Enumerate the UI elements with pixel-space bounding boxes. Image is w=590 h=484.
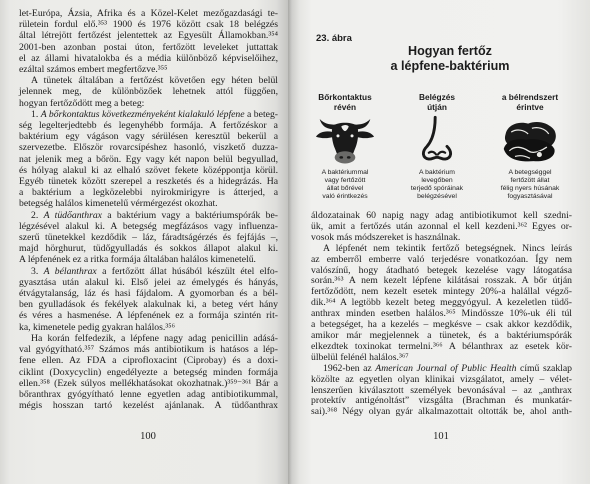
text-line: val gyógyítható.³⁵⁷ Számos más antibiotikum is hatásos a lép- <box>19 344 278 356</box>
text-line: valószínű, hogy átadható betegek kezelése vagy látogatása <box>311 264 572 276</box>
italic-text: A bélanthrax <box>43 265 97 277</box>
panel-heading <box>299 93 391 113</box>
panel-heading <box>391 93 483 113</box>
text-line: a baktérium a legközelebbi nyirokmirigyre is átterjed, a <box>19 187 278 199</box>
text-line: lenszerűen kiválasztott személyek bevonásával – az „anthrax <box>311 384 572 396</box>
panel-caption-line: A baktérium <box>419 169 455 176</box>
text-line: az emberről emberre való terjedésre vonatkozóan. Így nem <box>311 253 572 265</box>
text-line: sai).³⁶⁸ Négy olyan gyár alkalmazottait oltották be, ahol anth- <box>311 406 572 418</box>
paragraph <box>19 75 278 109</box>
figure-title-line: Hogyan fertőz <box>408 44 492 58</box>
paragraph <box>311 364 572 419</box>
text-line: légzésével alakul ki. A betegség megfázásos vagy influenza- <box>19 220 278 232</box>
text-line: amikor már megjelennek a tünetek, és a baktériumspórák <box>311 329 572 341</box>
italic-text: A tüdőanthrax <box>43 209 102 221</box>
panel-caption-line: A baktériummal <box>321 169 369 176</box>
text-line: el az állami hivatalokba és a média különböző képviselőihez, <box>19 52 278 64</box>
panel-caption <box>391 169 483 201</box>
text-run: című szaklap <box>516 362 572 374</box>
panel-caption-line: terjedő spóráinak <box>410 185 464 192</box>
text-line: közölte az egyetlen olyan klinikai vizsgálatot, amely – vélet- <box>311 373 572 385</box>
panel-caption-line: félig nyers húsának <box>500 185 560 192</box>
text-line: Ha korán felfedezik, a lépfene nagy adag penicillin adásá- <box>31 332 278 344</box>
text-run: 3. <box>31 265 44 277</box>
figure-label: 23. ábra <box>316 33 352 44</box>
text-line: ciklint (Doxycyclin) engedélyezte a betegség minden formája <box>19 366 278 378</box>
left-page-text <box>19 8 278 411</box>
text-line: elkezdtek toxinokat termelni.³⁶⁶ A bélanthrax az esetek kör- <box>311 340 572 352</box>
paragraph <box>19 210 278 266</box>
paragraph <box>19 109 278 210</box>
raw-meat-icon <box>484 113 576 167</box>
panel-heading-line: Belégzés <box>419 92 455 102</box>
text-line: ben gyulladások és fekélyek alakulnak ki, a beteg vért hány <box>19 299 278 311</box>
text-run: a fertőzött állat húsából készült étel elfo- <box>96 265 278 277</box>
text-line: anthrax minden esetben halálos.³⁶⁵ Mindössze 10%-uk éli túl <box>311 308 572 320</box>
text-run: 1. <box>31 108 41 120</box>
text-line: nat jelenik meg a bőrön. Egy vagy két napon belül begyullad, <box>19 153 278 165</box>
panel-caption <box>484 169 576 201</box>
text-line: hogyan fertőződött meg a beteg: <box>19 97 145 109</box>
figure-panel-ingestion <box>484 93 576 201</box>
text-run: a beteg- <box>244 108 279 120</box>
figure-panel-skin-contact <box>299 93 391 201</box>
text-line: ülbelül felénél halálos.³⁶⁷ <box>311 351 409 363</box>
panel-caption-line: vagy fertőzött <box>324 177 366 184</box>
text-line: dik.³⁶⁴ A legtöbb kezelt beteg meggyógyul. A kezeletlen tüdő- <box>311 297 572 309</box>
text-line: vosok más módszereket is használnak. <box>311 231 461 243</box>
text-line: a betegséget, ha a kezelés – megkésve – csak akkor kezdődik, <box>311 319 572 331</box>
panel-heading <box>484 93 576 113</box>
text-line <box>311 364 572 375</box>
text-line: Egyéb tünetek között szerepel a reszketés és a hidegrázás. Ha <box>19 176 278 188</box>
text-line: ség legelterjedtebb és legenyhébb formája. A fertőzéskor a <box>19 120 278 132</box>
panel-heading-line: érintve <box>516 101 544 112</box>
text-line: gyasztása után alakul ki. Első jelei az émelygés és hányás, <box>19 276 278 288</box>
italic-text: American Journal of Public Health <box>375 362 517 374</box>
text-line: és hólyag alakul ki az elhaló szövet fekete középpontja körül. <box>19 164 278 176</box>
cow-head-icon <box>299 113 391 167</box>
panel-heading-line: útján <box>427 101 447 112</box>
panel-caption-line: fogyasztásával <box>507 193 553 200</box>
figure-title <box>370 44 530 74</box>
italic-text: A bőrkontaktus következményeként kialakuló lépfene <box>40 108 245 120</box>
panel-caption-line: való érintkezés <box>322 193 368 200</box>
panel-heading-line: a bélrendszert <box>501 92 559 102</box>
paragraph <box>19 266 278 333</box>
panel-caption-line: A betegséggel <box>508 169 552 176</box>
panel-caption-line: levegőben <box>421 177 453 184</box>
text-line: let-Európa, Ázsia, Afrika és a Közel-Kelet mezőgazdasági te- <box>19 8 278 19</box>
paragraph <box>19 8 278 75</box>
text-line: A tünetek általában a fertőzést követően egy héten belül <box>31 75 278 87</box>
text-line: baktérium egy vágáson vagy sérülésen keresztül bekerül a <box>19 131 278 143</box>
panel-caption-line: fertőzött állat <box>510 177 550 184</box>
figure-title-line: a lépfene-baktérium <box>390 59 510 73</box>
text-line <box>19 266 278 277</box>
text-line: mégis hosszan tartó kezelést ajánlanak. A tüdőanthrax <box>19 400 278 412</box>
right-page-text <box>311 211 572 418</box>
text-run: a baktérium vagy a baktériumspórák be- <box>101 209 278 221</box>
panel-caption <box>299 169 391 201</box>
text-line: bőranthrax gyógyítható lenne egyetlen adag antibiotikummal, <box>19 388 278 400</box>
text-line: fertőződött, nem kezelt esetek mintegy 20%-a halállal végző- <box>311 286 572 298</box>
paragraph <box>311 211 572 244</box>
text-line: fene ellen. Az FDA a ciprofloxacint (Ciprobay) és a doxi- <box>19 355 278 367</box>
text-line: betegség halálos kimenetelű vérmérgezést okozhat. <box>19 198 218 210</box>
page-number: 101 <box>433 431 449 442</box>
text-line <box>19 109 278 120</box>
text-line: majd hörghurut, tüdőgyulladás és sokkos állapot alakul ki. <box>19 243 278 255</box>
text-line: ellen.³⁵⁸ (Ezek súlyos mellékhatásokat okozhatnak.)³⁵⁹⁻³⁶¹ Bár a <box>19 377 278 389</box>
text-run: 1962-ben az <box>323 362 376 374</box>
text-line: és véres a hasmenése. A lépfenének ez a formája szintén rit- <box>19 310 278 322</box>
panel-caption-line: állat bőrével <box>326 185 364 192</box>
text-run: 2. <box>31 209 44 221</box>
text-line: A lépfenét nem tekintik fertőző betegségnek. Nincs leírás <box>323 242 572 254</box>
text-line: ka, kimenetele pedig gyakran halálos.³⁵⁶ <box>19 321 175 333</box>
text-line: szerű tünetekkel kezdődik – láz, fáradtságérzés és fejfájás –, <box>19 232 278 244</box>
text-line: A lépfenének ez a ritka formája általában halálos kimenetelű. <box>19 254 256 266</box>
text-line: protektív antigénoltást” vizsgálta (Brachman és munkatár- <box>311 395 572 407</box>
text-line: ezáltal számos embert megfertőzve.³⁵⁵ <box>19 64 168 76</box>
figure-panel-inhalation <box>391 93 483 201</box>
panel-caption-line: belégzésével <box>417 193 457 200</box>
text-line: szervezetbe. Először rovarcsípéshez hasonló, viszkető duzza- <box>19 142 278 154</box>
nose-icon <box>391 113 483 167</box>
text-line: során.³⁶³ A nem kezelt lépfene kilátásai rosszak. A bőr útján <box>311 275 572 287</box>
text-line: ük, amit a fertőzés után azonnal el kell kezdeni.³⁶² Egyes or- <box>311 220 572 232</box>
text-line <box>19 210 278 221</box>
text-line: rületein fordul elő.³⁵³ 1900 és 1976 között csak 18 belégzés <box>19 19 278 31</box>
text-line: áldozatainak 60 napig nagy adag antibiotikumot kell szedni- <box>311 210 572 221</box>
text-line: által létrejött fertőzést jelentettek az Egyesült Államokban.³⁵⁴ <box>19 30 278 42</box>
page-number: 100 <box>140 431 156 442</box>
panel-heading-line: Bőrkontaktus <box>318 92 372 102</box>
text-line: jelennek meg, de különbözőek lehetnek attól függően, <box>19 86 278 98</box>
paragraph <box>311 244 572 364</box>
text-line: étvágytalanság, láz és hasi fájdalom. A gyomorban és a bél- <box>19 288 278 300</box>
text-line: 2001-ben azonban postai úton, fertőzött leveleket juttattak <box>19 41 278 53</box>
paragraph <box>19 333 278 411</box>
panel-heading-line: révén <box>333 101 357 112</box>
